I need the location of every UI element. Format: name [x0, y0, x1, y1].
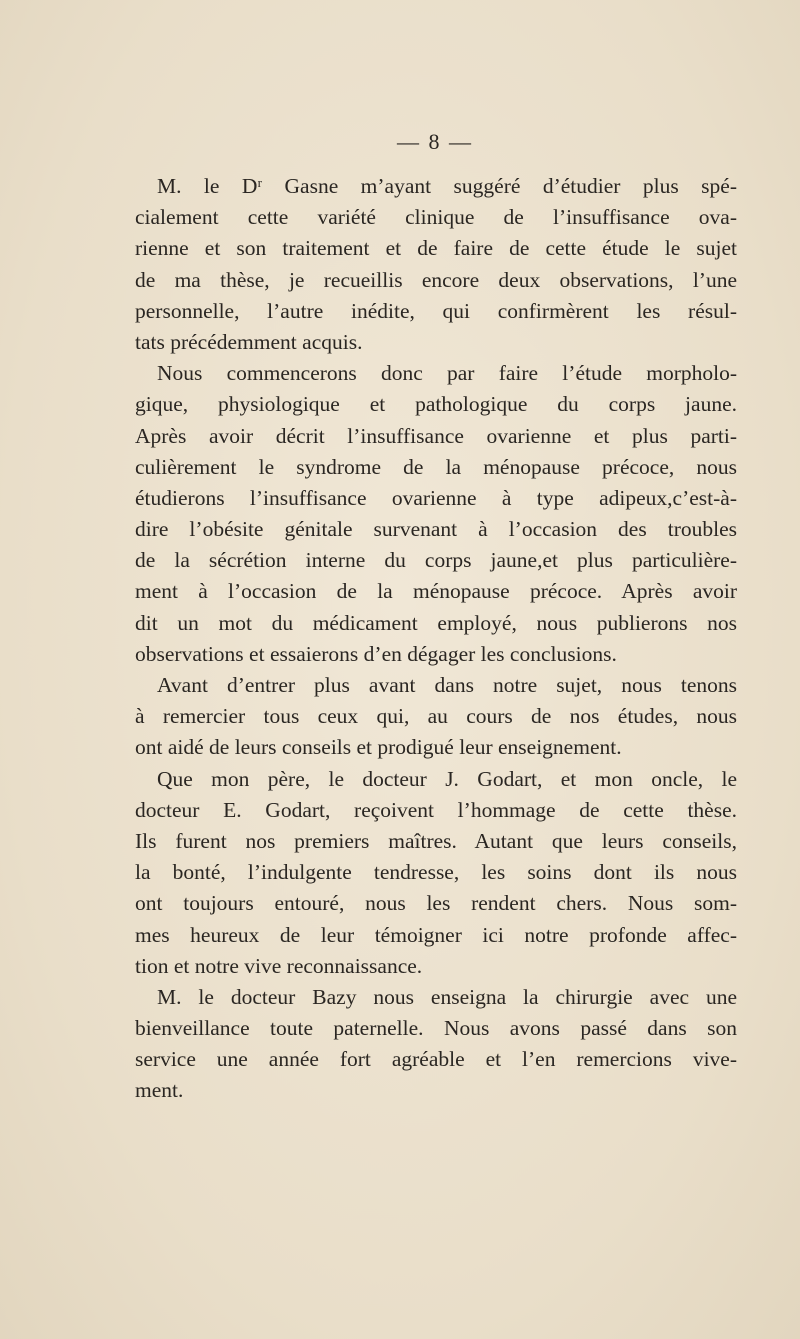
text-line: Après avoir décrit l’insuffisance ovarienne et plus parti-	[135, 423, 737, 448]
text-line: dire l’obésite génitale survenant à l’occasion des troubles	[135, 517, 737, 542]
text-line: service une année fort agréable et l’en remercions vive-	[135, 1047, 737, 1072]
text-line: M. le docteur Bazy nous enseigna la chirurgie avec une	[157, 984, 737, 1009]
text-line: rienne et son traitement et de faire de cette étude le sujet	[135, 236, 737, 261]
text-line: la bonté, l’indulgente tendresse, les soins dont ils nous	[135, 860, 737, 885]
text-line: de ma thèse, je recueillis encore deux observations, l’une	[135, 267, 737, 292]
text-line: à remercier tous ceux qui, au cours de nos études, nous	[135, 704, 737, 729]
text-line: Avant d’entrer plus avant dans notre sujet, nous tenons	[157, 673, 737, 697]
page-number: — 8 —	[397, 129, 473, 154]
text-line: tats précédemment acquis.	[135, 329, 363, 354]
text-line: ment à l’occasion de la ménopause précoce. Après avoir	[135, 579, 737, 604]
text-line: ont aidé de leurs conseils et prodigué leur enseignement.	[135, 735, 622, 760]
text-line: tion et notre vive reconnaissance.	[135, 953, 423, 978]
text-line: personnelle, l’autre inédite, qui confirmèrent les résul-	[135, 298, 737, 323]
text-line: observations et essaierons d’en dégager les conclusions.	[135, 641, 617, 666]
text-line: Ils furent nos premiers maîtres. Autant que leurs conseils,	[135, 828, 737, 853]
text-line: cialement cette variété clinique de l’insuffisance ova-	[135, 205, 737, 230]
text-line: M. le Dʳ Gasne m’ayant suggéré d’étudier plus spé-	[157, 174, 737, 198]
text-line: de la sécrétion interne du corps jaune,et plus particulière-	[135, 548, 737, 573]
text-line: ont toujours entouré, nous les rendent chers. Nous som-	[135, 891, 737, 916]
body-text	[135, 171, 737, 1107]
text-line: ment.	[135, 1078, 184, 1103]
text-line: gique, physiologique et pathologique du corps jaune.	[135, 392, 737, 417]
text-line: docteur E. Godart, reçoivent l’hommage de cette thèse.	[135, 797, 737, 822]
text-line: culièrement le syndrome de la ménopause précoce, nous	[135, 454, 737, 479]
text-line: Que mon père, le docteur J. Godart, et mon oncle, le	[157, 766, 737, 791]
text-line: mes heureux de leur témoigner ici notre profonde affec-	[135, 922, 737, 947]
text-line: Nous commencerons donc par faire l’étude morpholo-	[157, 361, 737, 386]
text-line: étudierons l’insuffisance ovarienne à type adipeux,c’est-à-	[135, 485, 737, 510]
text-line: dit un mot du médicament employé, nous publierons nos	[135, 610, 737, 635]
text-line: bienveillance toute paternelle. Nous avons passé dans son	[135, 1016, 737, 1041]
